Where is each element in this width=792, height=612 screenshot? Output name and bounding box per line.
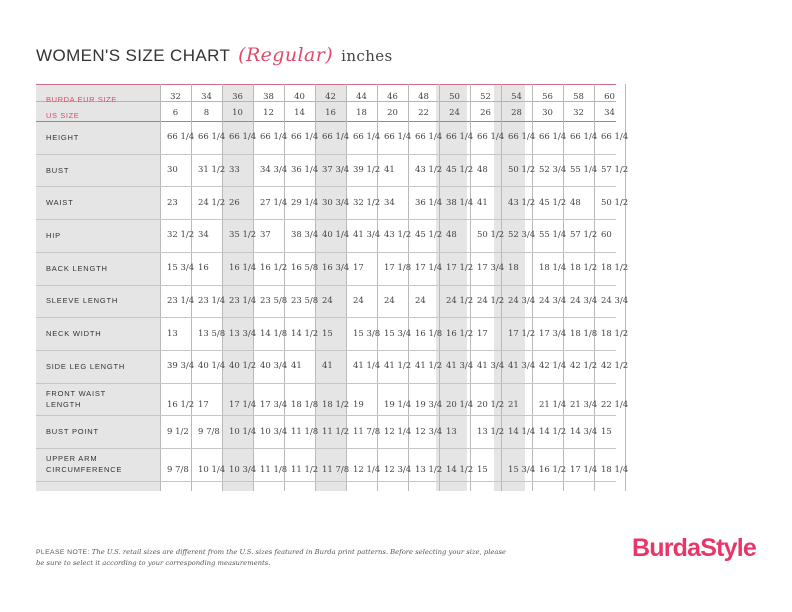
row-label-line: HIP [46, 231, 61, 240]
measurement-cell: 24 [353, 296, 364, 306]
measurement-cell: 55 1/4 [539, 230, 567, 240]
measurement-cell: 16 1/2 [167, 400, 195, 410]
measurement-cell: 16 5/8 [291, 263, 319, 273]
footnote-body: The U.S. retail sizes are different from the U.S. sizes featured in Burda print patterns. Before selecting your size, please be sure to select it according to your corresponding measurements. [36, 548, 506, 567]
measurement-cell: 13 [446, 427, 457, 437]
measurement-cell: 36 1/4 [415, 198, 443, 208]
measurement-cell: 15 [322, 329, 333, 339]
row-label-line: BACK LENGTH [46, 264, 108, 273]
measurement-cell: 37 [260, 230, 271, 240]
measurement-cell: 21 3/4 [570, 400, 598, 410]
row-label [46, 132, 156, 143]
measurement-cell: 16 1/2 [539, 465, 567, 475]
measurement-cell: 15 3/4 [384, 329, 412, 339]
measurement-cell: 24 [384, 296, 395, 306]
row-label [46, 165, 156, 176]
measurement-cell: 32 1/2 [353, 198, 381, 208]
measurement-cell: 40 1/2 [229, 361, 257, 371]
measurement-cell: 45 1/2 [446, 165, 474, 175]
eur-size-value: 44 [356, 92, 367, 102]
measurement-cell: 15 3/8 [353, 329, 381, 339]
measurement-cell: 18 1/8 [570, 329, 598, 339]
measurement-cell: 11 1/2 [291, 465, 319, 475]
measurement-cell: 11 7/8 [353, 427, 381, 437]
measurement-cell: 16 1/2 [446, 329, 474, 339]
us-size-label: US SIZE [46, 111, 80, 120]
row-divider [36, 317, 616, 318]
row-divider [36, 448, 616, 449]
measurement-cell: 20 1/4 [446, 400, 474, 410]
measurement-cell: 16 [198, 263, 209, 273]
measurement-cell: 66 1/4 [508, 132, 536, 142]
measurement-cell: 38 1/4 [446, 198, 474, 208]
measurement-cell: 10 3/4 [229, 465, 257, 475]
row-label-line: BUST POINT [46, 427, 99, 436]
measurement-cell: 12 3/4 [384, 465, 412, 475]
measurement-cell: 13 3/4 [229, 329, 257, 339]
us-size-value: 6 [172, 108, 179, 118]
measurement-cell: 33 [229, 165, 240, 175]
measurement-cell: 34 3/4 [260, 165, 288, 175]
row-label-line: SIDE LEG LENGTH [46, 362, 126, 371]
measurement-cell: 23 1/4 [198, 296, 226, 306]
measurement-cell: 41 3/4 [353, 230, 381, 240]
row-label [46, 453, 156, 475]
measurement-cell: 15 3/4 [508, 465, 536, 475]
measurement-cell: 66 1/4 [229, 132, 257, 142]
row-label-line: HEIGHT [46, 133, 80, 142]
us-size-value: 30 [542, 108, 553, 118]
column-divider [222, 84, 223, 491]
us-size-value: 16 [325, 108, 336, 118]
measurement-cell: 42 1/4 [539, 361, 567, 371]
size-chart-table [36, 84, 629, 491]
measurement-cell: 42 1/2 [601, 361, 629, 371]
measurement-cell: 66 1/4 [198, 132, 226, 142]
footnote-lead: PLEASE NOTE: [36, 549, 90, 556]
row-label-line: FRONT WAIST [46, 389, 107, 398]
row-label-line: BUST [46, 166, 70, 175]
measurement-cell: 11 1/8 [291, 427, 319, 437]
row-label-line: SLEEVE LENGTH [46, 296, 119, 305]
measurement-cell: 66 1/4 [570, 132, 598, 142]
measurement-cell: 43 1/2 [508, 198, 536, 208]
measurement-cell: 16 1/4 [229, 263, 257, 273]
eur-size-value: 58 [573, 92, 584, 102]
row-label [46, 328, 156, 339]
measurement-cell: 26 [229, 198, 240, 208]
row-divider [36, 186, 616, 187]
row-label [46, 295, 156, 306]
burdastyle-logo: BurdaStyle [632, 534, 756, 562]
row-divider [36, 285, 616, 286]
eur-size-value: 48 [418, 92, 429, 102]
measurement-cell: 17 1/2 [508, 329, 536, 339]
measurement-cell: 19 3/4 [415, 400, 443, 410]
measurement-cell: 31 1/2 [198, 165, 226, 175]
measurement-cell: 17 3/4 [477, 263, 505, 273]
column-divider [470, 84, 471, 491]
row-divider [36, 219, 616, 220]
eur-size-value: 54 [511, 92, 522, 102]
measurement-cell: 10 3/4 [260, 427, 288, 437]
measurement-cell: 24 1/2 [477, 296, 505, 306]
measurement-cell: 18 1/8 [291, 400, 319, 410]
measurement-cell: 32 1/2 [167, 230, 195, 240]
measurement-cell: 23 5/8 [260, 296, 288, 306]
us-size-value: 8 [203, 108, 210, 118]
row-divider [36, 350, 616, 351]
measurement-cell: 15 [601, 427, 612, 437]
row-divider [36, 383, 616, 384]
measurement-cell: 41 [384, 165, 395, 175]
us-size-value: 32 [573, 108, 584, 118]
row-divider [36, 481, 616, 482]
measurement-cell: 21 1/4 [539, 400, 567, 410]
row-label [46, 230, 156, 241]
measurement-cell: 41 1/2 [384, 361, 412, 371]
page-title [36, 44, 393, 66]
measurement-cell: 48 [477, 165, 488, 175]
measurement-cell: 36 1/4 [291, 165, 319, 175]
measurement-cell: 12 1/4 [384, 427, 412, 437]
measurement-cell: 17 1/4 [229, 400, 257, 410]
measurement-cell: 48 [446, 230, 457, 240]
measurement-cell: 10 1/4 [198, 465, 226, 475]
measurement-cell: 18 1/2 [570, 263, 598, 273]
measurement-cell: 18 1/2 [322, 400, 350, 410]
measurement-cell: 45 1/2 [539, 198, 567, 208]
measurement-cell: 14 1/2 [446, 465, 474, 475]
measurement-cell: 11 1/2 [322, 427, 350, 437]
measurement-cell: 41 [322, 361, 333, 371]
title-accent: (Regular) [238, 44, 334, 66]
measurement-cell: 24 1/2 [446, 296, 474, 306]
measurement-cell: 66 1/4 [539, 132, 567, 142]
row-label-line: WAIST [46, 198, 74, 207]
measurement-cell: 23 [167, 198, 178, 208]
us-size-value: 24 [449, 108, 460, 118]
row-label [46, 197, 156, 208]
measurement-cell: 41 [291, 361, 302, 371]
footnote [36, 547, 506, 569]
measurement-cell: 66 1/4 [291, 132, 319, 142]
measurement-cell: 43 1/2 [415, 165, 443, 175]
title-main: WOMEN'S SIZE CHART [36, 46, 231, 65]
measurement-cell: 48 [570, 198, 581, 208]
measurement-cell: 66 1/4 [446, 132, 474, 142]
measurement-cell: 50 1/2 [477, 230, 505, 240]
eur-size-value: 56 [542, 92, 553, 102]
measurement-cell: 23 1/4 [167, 296, 195, 306]
measurement-cell: 16 3/4 [322, 263, 350, 273]
row-label [46, 426, 156, 437]
column-divider [625, 84, 626, 491]
eur-size-value: 52 [480, 92, 491, 102]
measurement-cell: 16 1/2 [260, 263, 288, 273]
measurement-cell: 39 1/2 [353, 165, 381, 175]
measurement-cell: 24 [415, 296, 426, 306]
eur-size-value: 50 [449, 92, 460, 102]
measurement-cell: 14 3/4 [570, 427, 598, 437]
measurement-cell: 17 1/2 [446, 263, 474, 273]
measurement-cell: 34 [198, 230, 209, 240]
row-label [46, 361, 156, 372]
eur-size-value: 42 [325, 92, 336, 102]
row-label [46, 388, 156, 410]
measurement-cell: 15 3/4 [167, 263, 195, 273]
us-size-value: 12 [263, 108, 274, 118]
row-label-line: LENGTH [46, 400, 82, 409]
measurement-cell: 21 [508, 400, 519, 410]
header-bottom-rule [36, 121, 616, 122]
measurement-cell: 9 7/8 [167, 465, 189, 475]
eur-size-value: 36 [232, 92, 243, 102]
measurement-cell: 41 [477, 198, 488, 208]
row-label [46, 263, 156, 274]
measurement-cell: 17 1/4 [570, 465, 598, 475]
measurement-cell: 41 1/4 [353, 361, 381, 371]
measurement-cell: 41 3/4 [477, 361, 505, 371]
row-label-line: CIRCUMFERENCE [46, 465, 123, 474]
measurement-cell: 14 1/8 [260, 329, 288, 339]
measurement-cell: 13 1/2 [477, 427, 505, 437]
measurement-cell: 45 1/2 [415, 230, 443, 240]
measurement-cell: 13 [167, 329, 178, 339]
measurement-cell: 55 1/4 [570, 165, 598, 175]
measurement-cell: 40 1/4 [322, 230, 350, 240]
measurement-cell: 29 1/4 [291, 198, 319, 208]
measurement-cell: 39 3/4 [167, 361, 195, 371]
us-size-value: 26 [480, 108, 491, 118]
measurement-cell: 35 1/2 [229, 230, 257, 240]
us-size-value: 20 [387, 108, 398, 118]
measurement-cell: 41 3/4 [508, 361, 536, 371]
measurement-cell: 24 3/4 [508, 296, 536, 306]
measurement-cell: 37 3/4 [322, 165, 350, 175]
measurement-cell: 15 [477, 465, 488, 475]
measurement-cell: 50 1/2 [508, 165, 536, 175]
us-size-value: 34 [604, 108, 615, 118]
measurement-cell: 19 [353, 400, 364, 410]
measurement-cell: 14 1/2 [291, 329, 319, 339]
row-label-line: NECK WIDTH [46, 329, 102, 338]
measurement-cell: 66 1/4 [415, 132, 443, 142]
us-size-value: 10 [232, 108, 243, 118]
eur-size-value: 32 [170, 92, 181, 102]
measurement-cell: 12 1/4 [353, 465, 381, 475]
measurement-cell: 24 3/4 [539, 296, 567, 306]
header-top-rule [36, 84, 616, 85]
measurement-cell: 30 3/4 [322, 198, 350, 208]
measurement-cell: 17 3/4 [539, 329, 567, 339]
measurement-cell: 38 3/4 [291, 230, 319, 240]
column-divider [160, 84, 161, 491]
row-divider [36, 252, 616, 253]
measurement-cell: 52 3/4 [508, 230, 536, 240]
measurement-cell: 27 1/4 [260, 198, 288, 208]
measurement-cell: 66 1/4 [384, 132, 412, 142]
measurement-cell: 17 1/8 [384, 263, 412, 273]
measurement-cell: 13 5/8 [198, 329, 226, 339]
measurement-cell: 24 1/2 [198, 198, 226, 208]
measurement-cell: 50 1/2 [601, 198, 629, 208]
measurement-cell: 41 1/2 [415, 361, 443, 371]
measurement-cell: 34 [384, 198, 395, 208]
measurement-cell: 24 [322, 296, 333, 306]
measurement-cell: 43 1/2 [384, 230, 412, 240]
row-divider [36, 415, 616, 416]
measurement-cell: 42 1/2 [570, 361, 598, 371]
eur-size-value: 60 [604, 92, 615, 102]
measurement-cell: 66 1/4 [353, 132, 381, 142]
measurement-cell: 17 [198, 400, 209, 410]
measurement-cell: 17 [353, 263, 364, 273]
measurement-cell: 30 [167, 165, 178, 175]
us-size-value: 28 [511, 108, 522, 118]
measurement-cell: 12 3/4 [415, 427, 443, 437]
measurement-cell: 66 1/4 [477, 132, 505, 142]
measurement-cell: 9 7/8 [198, 427, 220, 437]
measurement-cell: 22 1/4 [601, 400, 629, 410]
measurement-cell: 18 1/2 [601, 263, 629, 273]
us-size-value: 22 [418, 108, 429, 118]
measurement-cell: 17 1/4 [415, 263, 443, 273]
measurement-cell: 14 1/2 [539, 427, 567, 437]
measurement-cell: 18 1/4 [539, 263, 567, 273]
measurement-cell: 17 3/4 [260, 400, 288, 410]
measurement-cell: 18 1/2 [601, 329, 629, 339]
row-label-line: UPPER ARM [46, 454, 98, 463]
measurement-cell: 41 3/4 [446, 361, 474, 371]
measurement-cell: 66 1/4 [322, 132, 350, 142]
eur-size-label: BURDA EUR SIZE [46, 95, 117, 104]
measurement-cell: 40 3/4 [260, 361, 288, 371]
us-size-value: 14 [294, 108, 305, 118]
column-divider [191, 84, 192, 491]
measurement-cell: 20 1/2 [477, 400, 505, 410]
measurement-cell: 23 1/4 [229, 296, 257, 306]
measurement-cell: 14 1/4 [508, 427, 536, 437]
us-size-value: 18 [356, 108, 367, 118]
measurement-cell: 66 1/4 [167, 132, 195, 142]
measurement-cell: 16 1/8 [415, 329, 443, 339]
measurement-cell: 11 7/8 [322, 465, 350, 475]
measurement-cell: 9 1/2 [167, 427, 189, 437]
measurement-cell: 57 1/2 [570, 230, 598, 240]
measurement-cell: 18 1/4 [601, 465, 629, 475]
measurement-cell: 24 3/4 [570, 296, 598, 306]
measurement-cell: 17 [477, 329, 488, 339]
measurement-cell: 18 [508, 263, 519, 273]
measurement-cell: 23 5/8 [291, 296, 319, 306]
measurement-cell: 66 1/4 [260, 132, 288, 142]
eur-size-value: 34 [201, 92, 212, 102]
measurement-cell: 11 1/8 [260, 465, 288, 475]
measurement-cell: 10 1/4 [229, 427, 257, 437]
measurement-cell: 66 1/4 [601, 132, 629, 142]
eur-size-value: 46 [387, 92, 398, 102]
title-unit: inches [341, 47, 393, 65]
measurement-cell: 57 1/2 [601, 165, 629, 175]
measurement-cell: 40 1/4 [198, 361, 226, 371]
measurement-cell: 13 1/2 [415, 465, 443, 475]
measurement-cell: 24 3/4 [601, 296, 629, 306]
eur-size-value: 40 [294, 92, 305, 102]
eur-size-value: 38 [263, 92, 274, 102]
row-divider [36, 154, 616, 155]
measurement-cell: 52 3/4 [539, 165, 567, 175]
measurement-cell: 60 [601, 230, 612, 240]
measurement-cell: 19 1/4 [384, 400, 412, 410]
